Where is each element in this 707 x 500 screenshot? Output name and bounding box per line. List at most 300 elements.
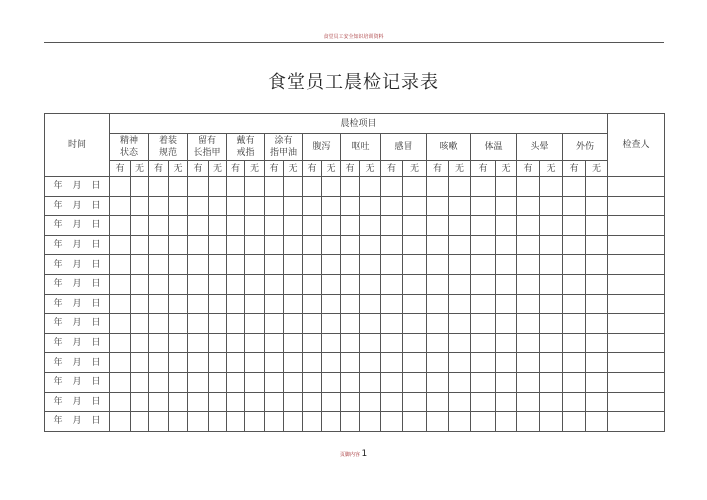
- no-cell[interactable]: [245, 196, 265, 216]
- no-cell[interactable]: [403, 392, 427, 412]
- no-cell[interactable]: [169, 372, 188, 392]
- no-cell[interactable]: [496, 314, 517, 334]
- no-cell[interactable]: [540, 333, 563, 353]
- no-cell[interactable]: [322, 196, 341, 216]
- yes-cell[interactable]: [149, 314, 169, 334]
- no-cell[interactable]: [131, 353, 149, 373]
- yes-cell[interactable]: [265, 314, 284, 334]
- no-cell[interactable]: [586, 392, 608, 412]
- yes-cell[interactable]: [381, 255, 403, 275]
- yes-cell[interactable]: [341, 392, 360, 412]
- no-cell[interactable]: [586, 333, 608, 353]
- yes-cell[interactable]: [471, 274, 496, 294]
- checker-cell[interactable]: [608, 412, 665, 432]
- no-cell[interactable]: [496, 235, 517, 255]
- no-cell[interactable]: [209, 294, 227, 314]
- no-cell[interactable]: [449, 314, 471, 334]
- yes-cell[interactable]: [110, 372, 131, 392]
- yes-cell[interactable]: [427, 196, 449, 216]
- checker-cell[interactable]: [608, 314, 665, 334]
- checker-cell[interactable]: [608, 333, 665, 353]
- yes-cell[interactable]: [303, 412, 322, 432]
- yes-cell[interactable]: [188, 412, 209, 432]
- yes-cell[interactable]: [149, 274, 169, 294]
- yes-cell[interactable]: [149, 353, 169, 373]
- no-cell[interactable]: [586, 294, 608, 314]
- no-cell[interactable]: [540, 392, 563, 412]
- no-cell[interactable]: [449, 372, 471, 392]
- no-cell[interactable]: [403, 216, 427, 236]
- yes-cell[interactable]: [427, 216, 449, 236]
- yes-cell[interactable]: [227, 255, 245, 275]
- yes-cell[interactable]: [227, 294, 245, 314]
- no-cell[interactable]: [540, 274, 563, 294]
- no-cell[interactable]: [496, 353, 517, 373]
- date-cell[interactable]: [45, 333, 110, 353]
- yes-cell[interactable]: [265, 255, 284, 275]
- date-cell[interactable]: [45, 274, 110, 294]
- yes-cell[interactable]: [149, 216, 169, 236]
- checker-cell[interactable]: [608, 392, 665, 412]
- no-cell[interactable]: [586, 255, 608, 275]
- yes-cell[interactable]: [227, 314, 245, 334]
- no-cell[interactable]: [284, 274, 303, 294]
- yes-cell[interactable]: [381, 216, 403, 236]
- yes-cell[interactable]: [303, 333, 322, 353]
- no-cell[interactable]: [449, 294, 471, 314]
- yes-cell[interactable]: [303, 274, 322, 294]
- yes-cell[interactable]: [381, 177, 403, 197]
- yes-cell[interactable]: [110, 333, 131, 353]
- no-cell[interactable]: [169, 392, 188, 412]
- no-cell[interactable]: [169, 294, 188, 314]
- yes-cell[interactable]: [517, 353, 540, 373]
- yes-cell[interactable]: [341, 372, 360, 392]
- no-cell[interactable]: [586, 235, 608, 255]
- yes-cell[interactable]: [427, 412, 449, 432]
- no-cell[interactable]: [449, 196, 471, 216]
- yes-cell[interactable]: [303, 196, 322, 216]
- yes-cell[interactable]: [227, 392, 245, 412]
- yes-cell[interactable]: [341, 333, 360, 353]
- yes-cell[interactable]: [265, 372, 284, 392]
- yes-cell[interactable]: [303, 255, 322, 275]
- no-cell[interactable]: [540, 314, 563, 334]
- yes-cell[interactable]: [517, 196, 540, 216]
- yes-cell[interactable]: [188, 216, 209, 236]
- checker-cell[interactable]: [608, 235, 665, 255]
- no-cell[interactable]: [131, 372, 149, 392]
- yes-cell[interactable]: [341, 255, 360, 275]
- no-cell[interactable]: [169, 274, 188, 294]
- no-cell[interactable]: [169, 255, 188, 275]
- yes-cell[interactable]: [563, 294, 586, 314]
- date-cell[interactable]: [45, 372, 110, 392]
- no-cell[interactable]: [540, 294, 563, 314]
- no-cell[interactable]: [360, 333, 381, 353]
- yes-cell[interactable]: [303, 177, 322, 197]
- yes-cell[interactable]: [303, 216, 322, 236]
- checker-cell[interactable]: [608, 353, 665, 373]
- no-cell[interactable]: [496, 274, 517, 294]
- yes-cell[interactable]: [227, 177, 245, 197]
- no-cell[interactable]: [209, 372, 227, 392]
- no-cell[interactable]: [322, 392, 341, 412]
- yes-cell[interactable]: [341, 274, 360, 294]
- no-cell[interactable]: [322, 314, 341, 334]
- no-cell[interactable]: [131, 314, 149, 334]
- yes-cell[interactable]: [110, 196, 131, 216]
- yes-cell[interactable]: [517, 333, 540, 353]
- yes-cell[interactable]: [471, 294, 496, 314]
- no-cell[interactable]: [169, 353, 188, 373]
- no-cell[interactable]: [403, 412, 427, 432]
- no-cell[interactable]: [209, 274, 227, 294]
- yes-cell[interactable]: [265, 235, 284, 255]
- yes-cell[interactable]: [381, 372, 403, 392]
- no-cell[interactable]: [540, 235, 563, 255]
- no-cell[interactable]: [284, 412, 303, 432]
- no-cell[interactable]: [245, 216, 265, 236]
- no-cell[interactable]: [360, 412, 381, 432]
- no-cell[interactable]: [169, 196, 188, 216]
- yes-cell[interactable]: [303, 314, 322, 334]
- no-cell[interactable]: [209, 235, 227, 255]
- checker-cell[interactable]: [608, 196, 665, 216]
- no-cell[interactable]: [586, 196, 608, 216]
- no-cell[interactable]: [403, 353, 427, 373]
- yes-cell[interactable]: [149, 412, 169, 432]
- no-cell[interactable]: [322, 177, 341, 197]
- no-cell[interactable]: [403, 274, 427, 294]
- yes-cell[interactable]: [427, 235, 449, 255]
- no-cell[interactable]: [360, 196, 381, 216]
- no-cell[interactable]: [209, 412, 227, 432]
- no-cell[interactable]: [540, 353, 563, 373]
- yes-cell[interactable]: [563, 392, 586, 412]
- no-cell[interactable]: [131, 294, 149, 314]
- checker-cell[interactable]: [608, 372, 665, 392]
- no-cell[interactable]: [131, 412, 149, 432]
- yes-cell[interactable]: [227, 274, 245, 294]
- yes-cell[interactable]: [427, 353, 449, 373]
- no-cell[interactable]: [245, 235, 265, 255]
- no-cell[interactable]: [403, 314, 427, 334]
- no-cell[interactable]: [209, 196, 227, 216]
- no-cell[interactable]: [449, 255, 471, 275]
- yes-cell[interactable]: [341, 294, 360, 314]
- checker-cell[interactable]: [608, 177, 665, 197]
- no-cell[interactable]: [284, 255, 303, 275]
- yes-cell[interactable]: [471, 314, 496, 334]
- yes-cell[interactable]: [265, 274, 284, 294]
- no-cell[interactable]: [496, 372, 517, 392]
- no-cell[interactable]: [496, 216, 517, 236]
- no-cell[interactable]: [586, 372, 608, 392]
- no-cell[interactable]: [245, 353, 265, 373]
- no-cell[interactable]: [322, 274, 341, 294]
- no-cell[interactable]: [540, 216, 563, 236]
- no-cell[interactable]: [449, 274, 471, 294]
- no-cell[interactable]: [403, 196, 427, 216]
- no-cell[interactable]: [403, 255, 427, 275]
- yes-cell[interactable]: [471, 333, 496, 353]
- yes-cell[interactable]: [303, 235, 322, 255]
- date-cell[interactable]: [45, 216, 110, 236]
- yes-cell[interactable]: [188, 294, 209, 314]
- no-cell[interactable]: [209, 333, 227, 353]
- no-cell[interactable]: [322, 353, 341, 373]
- no-cell[interactable]: [131, 274, 149, 294]
- no-cell[interactable]: [209, 216, 227, 236]
- yes-cell[interactable]: [563, 255, 586, 275]
- yes-cell[interactable]: [188, 392, 209, 412]
- no-cell[interactable]: [449, 412, 471, 432]
- yes-cell[interactable]: [303, 392, 322, 412]
- no-cell[interactable]: [360, 216, 381, 236]
- no-cell[interactable]: [169, 216, 188, 236]
- yes-cell[interactable]: [427, 274, 449, 294]
- yes-cell[interactable]: [563, 314, 586, 334]
- yes-cell[interactable]: [517, 255, 540, 275]
- yes-cell[interactable]: [381, 235, 403, 255]
- yes-cell[interactable]: [227, 196, 245, 216]
- no-cell[interactable]: [209, 353, 227, 373]
- no-cell[interactable]: [284, 196, 303, 216]
- yes-cell[interactable]: [149, 294, 169, 314]
- no-cell[interactable]: [449, 392, 471, 412]
- no-cell[interactable]: [449, 235, 471, 255]
- yes-cell[interactable]: [427, 333, 449, 353]
- yes-cell[interactable]: [563, 177, 586, 197]
- yes-cell[interactable]: [517, 216, 540, 236]
- yes-cell[interactable]: [341, 412, 360, 432]
- yes-cell[interactable]: [265, 196, 284, 216]
- date-cell[interactable]: [45, 235, 110, 255]
- no-cell[interactable]: [586, 216, 608, 236]
- yes-cell[interactable]: [265, 216, 284, 236]
- no-cell[interactable]: [540, 372, 563, 392]
- yes-cell[interactable]: [517, 274, 540, 294]
- no-cell[interactable]: [322, 372, 341, 392]
- yes-cell[interactable]: [227, 353, 245, 373]
- no-cell[interactable]: [322, 255, 341, 275]
- yes-cell[interactable]: [381, 412, 403, 432]
- date-cell[interactable]: [45, 255, 110, 275]
- yes-cell[interactable]: [110, 314, 131, 334]
- no-cell[interactable]: [496, 294, 517, 314]
- no-cell[interactable]: [284, 333, 303, 353]
- yes-cell[interactable]: [341, 216, 360, 236]
- no-cell[interactable]: [586, 353, 608, 373]
- no-cell[interactable]: [131, 333, 149, 353]
- yes-cell[interactable]: [381, 294, 403, 314]
- yes-cell[interactable]: [471, 177, 496, 197]
- yes-cell[interactable]: [303, 294, 322, 314]
- yes-cell[interactable]: [563, 412, 586, 432]
- no-cell[interactable]: [360, 294, 381, 314]
- yes-cell[interactable]: [381, 353, 403, 373]
- no-cell[interactable]: [322, 294, 341, 314]
- yes-cell[interactable]: [341, 314, 360, 334]
- no-cell[interactable]: [496, 392, 517, 412]
- no-cell[interactable]: [360, 274, 381, 294]
- no-cell[interactable]: [245, 274, 265, 294]
- no-cell[interactable]: [586, 412, 608, 432]
- no-cell[interactable]: [284, 372, 303, 392]
- no-cell[interactable]: [245, 392, 265, 412]
- yes-cell[interactable]: [149, 392, 169, 412]
- no-cell[interactable]: [245, 177, 265, 197]
- no-cell[interactable]: [169, 314, 188, 334]
- yes-cell[interactable]: [188, 372, 209, 392]
- yes-cell[interactable]: [188, 177, 209, 197]
- yes-cell[interactable]: [427, 177, 449, 197]
- yes-cell[interactable]: [110, 412, 131, 432]
- no-cell[interactable]: [169, 235, 188, 255]
- yes-cell[interactable]: [110, 274, 131, 294]
- yes-cell[interactable]: [188, 314, 209, 334]
- yes-cell[interactable]: [188, 353, 209, 373]
- no-cell[interactable]: [496, 196, 517, 216]
- yes-cell[interactable]: [517, 372, 540, 392]
- no-cell[interactable]: [449, 216, 471, 236]
- no-cell[interactable]: [586, 314, 608, 334]
- yes-cell[interactable]: [149, 235, 169, 255]
- yes-cell[interactable]: [110, 392, 131, 412]
- yes-cell[interactable]: [265, 294, 284, 314]
- yes-cell[interactable]: [227, 333, 245, 353]
- no-cell[interactable]: [322, 216, 341, 236]
- yes-cell[interactable]: [381, 274, 403, 294]
- yes-cell[interactable]: [471, 412, 496, 432]
- yes-cell[interactable]: [188, 255, 209, 275]
- date-cell[interactable]: [45, 314, 110, 334]
- yes-cell[interactable]: [563, 216, 586, 236]
- yes-cell[interactable]: [427, 294, 449, 314]
- no-cell[interactable]: [360, 314, 381, 334]
- yes-cell[interactable]: [341, 177, 360, 197]
- no-cell[interactable]: [496, 412, 517, 432]
- no-cell[interactable]: [540, 255, 563, 275]
- yes-cell[interactable]: [471, 216, 496, 236]
- no-cell[interactable]: [322, 235, 341, 255]
- yes-cell[interactable]: [471, 235, 496, 255]
- yes-cell[interactable]: [563, 333, 586, 353]
- no-cell[interactable]: [284, 216, 303, 236]
- yes-cell[interactable]: [563, 196, 586, 216]
- no-cell[interactable]: [131, 255, 149, 275]
- no-cell[interactable]: [403, 372, 427, 392]
- yes-cell[interactable]: [427, 392, 449, 412]
- yes-cell[interactable]: [427, 314, 449, 334]
- no-cell[interactable]: [403, 333, 427, 353]
- checker-cell[interactable]: [608, 274, 665, 294]
- checker-cell[interactable]: [608, 294, 665, 314]
- yes-cell[interactable]: [265, 177, 284, 197]
- yes-cell[interactable]: [427, 372, 449, 392]
- no-cell[interactable]: [209, 392, 227, 412]
- yes-cell[interactable]: [471, 353, 496, 373]
- yes-cell[interactable]: [341, 235, 360, 255]
- yes-cell[interactable]: [110, 177, 131, 197]
- no-cell[interactable]: [284, 235, 303, 255]
- no-cell[interactable]: [360, 353, 381, 373]
- no-cell[interactable]: [245, 255, 265, 275]
- no-cell[interactable]: [245, 412, 265, 432]
- yes-cell[interactable]: [563, 235, 586, 255]
- yes-cell[interactable]: [517, 314, 540, 334]
- no-cell[interactable]: [403, 177, 427, 197]
- yes-cell[interactable]: [188, 196, 209, 216]
- checker-cell[interactable]: [608, 255, 665, 275]
- no-cell[interactable]: [169, 177, 188, 197]
- no-cell[interactable]: [360, 392, 381, 412]
- yes-cell[interactable]: [227, 412, 245, 432]
- no-cell[interactable]: [403, 235, 427, 255]
- yes-cell[interactable]: [303, 353, 322, 373]
- no-cell[interactable]: [209, 314, 227, 334]
- yes-cell[interactable]: [188, 274, 209, 294]
- date-cell[interactable]: [45, 294, 110, 314]
- no-cell[interactable]: [245, 372, 265, 392]
- yes-cell[interactable]: [563, 274, 586, 294]
- date-cell[interactable]: [45, 353, 110, 373]
- yes-cell[interactable]: [381, 314, 403, 334]
- yes-cell[interactable]: [227, 216, 245, 236]
- yes-cell[interactable]: [149, 372, 169, 392]
- yes-cell[interactable]: [110, 353, 131, 373]
- no-cell[interactable]: [403, 294, 427, 314]
- yes-cell[interactable]: [427, 255, 449, 275]
- yes-cell[interactable]: [381, 196, 403, 216]
- no-cell[interactable]: [496, 255, 517, 275]
- date-cell[interactable]: [45, 392, 110, 412]
- yes-cell[interactable]: [517, 235, 540, 255]
- yes-cell[interactable]: [265, 333, 284, 353]
- no-cell[interactable]: [131, 177, 149, 197]
- no-cell[interactable]: [245, 314, 265, 334]
- yes-cell[interactable]: [149, 196, 169, 216]
- yes-cell[interactable]: [517, 412, 540, 432]
- date-cell[interactable]: [45, 412, 110, 432]
- yes-cell[interactable]: [381, 333, 403, 353]
- no-cell[interactable]: [586, 177, 608, 197]
- no-cell[interactable]: [360, 255, 381, 275]
- yes-cell[interactable]: [471, 255, 496, 275]
- yes-cell[interactable]: [471, 392, 496, 412]
- no-cell[interactable]: [209, 255, 227, 275]
- no-cell[interactable]: [131, 196, 149, 216]
- no-cell[interactable]: [360, 177, 381, 197]
- yes-cell[interactable]: [227, 372, 245, 392]
- yes-cell[interactable]: [341, 196, 360, 216]
- no-cell[interactable]: [496, 177, 517, 197]
- no-cell[interactable]: [540, 177, 563, 197]
- yes-cell[interactable]: [110, 255, 131, 275]
- yes-cell[interactable]: [110, 235, 131, 255]
- yes-cell[interactable]: [381, 392, 403, 412]
- no-cell[interactable]: [360, 372, 381, 392]
- yes-cell[interactable]: [110, 294, 131, 314]
- yes-cell[interactable]: [471, 372, 496, 392]
- no-cell[interactable]: [284, 294, 303, 314]
- yes-cell[interactable]: [303, 372, 322, 392]
- date-cell[interactable]: [45, 196, 110, 216]
- no-cell[interactable]: [284, 353, 303, 373]
- yes-cell[interactable]: [265, 353, 284, 373]
- no-cell[interactable]: [284, 314, 303, 334]
